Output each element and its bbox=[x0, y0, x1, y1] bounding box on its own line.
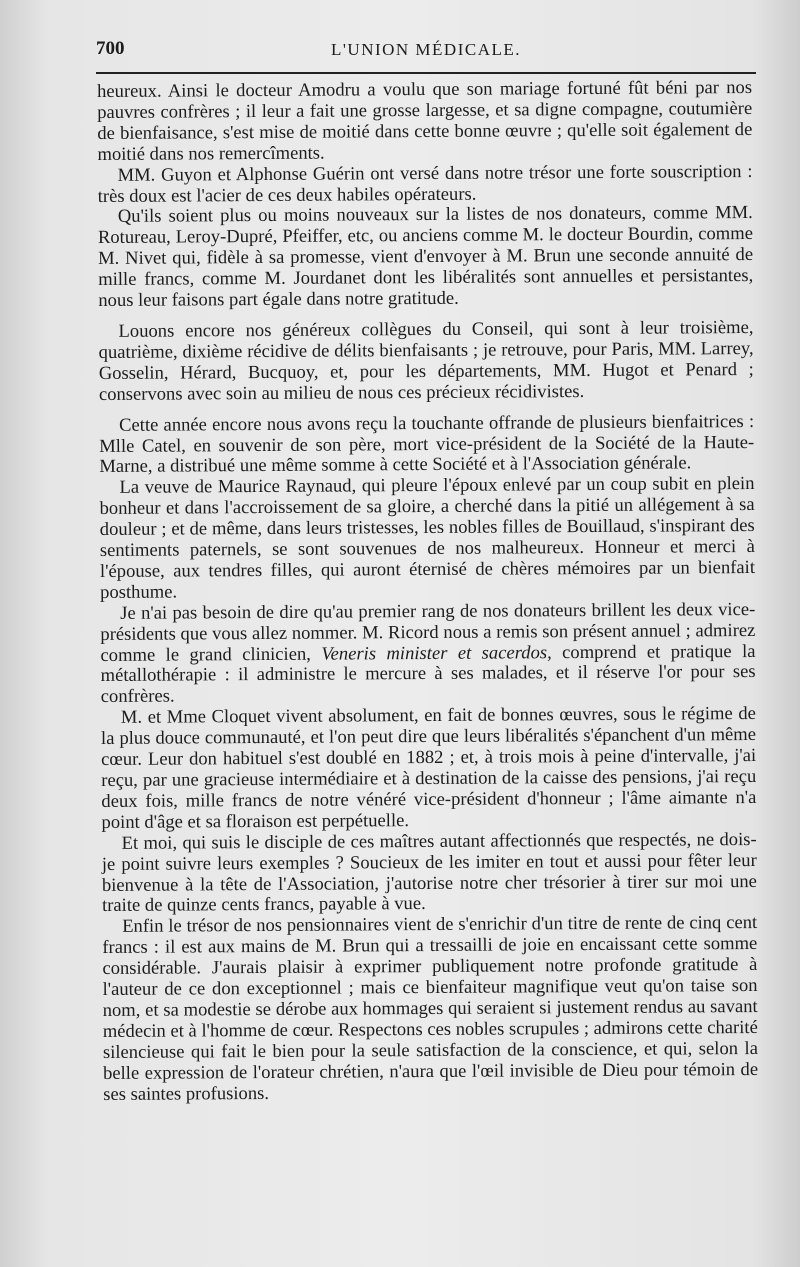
paragraph: Et moi, qui suis le disciple de ces maîtres autant affectionnés que respectés, ne dois-je point suivre leurs exemples ? Soucieux de les imiter en tout et aussi pour fêter leur bienvenue à la tête de l'Association, j'autorise notre cher trésorier à tirer sur moi une traite de quinze cents francs, payable à vue. bbox=[101, 828, 757, 917]
paragraph: Louons encore nos généreux collègues du Conseil, qui sont à leur troisième, quatrième, dixième récidive de délits bienfaisants ; je retrouve, pour Paris, MM. Larrey, Gosselin, Hérard, Bucquoy, et, pour les départements, MM. Hugot et Penard ; conservons avec soin au milieu de nous ces précieux récidivistes. bbox=[98, 316, 754, 405]
header-rule bbox=[96, 72, 756, 74]
paragraph-text: comprend et pratique la métallothérapie : il administre le mercure à ses malades, et il réserve l'or pour ses confrères. bbox=[100, 640, 756, 708]
page-header bbox=[96, 38, 756, 66]
paragraph-text: Je n'ai pas besoin de dire qu'au premier rang de nos donateurs brillent les deux vice-présidents que vous allez nommer. M. Ricord nous a remis son présent annuel ; admirez comme le grand clinicien, bbox=[100, 598, 756, 666]
paragraph: Enfin le trésor de nos pensionnaires vient de s'enrichir d'un titre de rente de cinq cent francs : il est aux mains de M. Brun qui a tressailli de joie en encaissant cette somme considérable. J'aurais plaisir à exprimer publiquement notre profonde gratitude à l'auteur de ce don exceptionnel ; mais ce bienfaiteur magnifique veut qu'on taise son nom, et sa modestie se dérobe aux hommages qui seraient si justement rendus au savant médecin et à l'homme de cœur. Respectons ces nobles scrupules ; admirons cette charité silencieuse qui fait le bien pour la seule satisfaction de la conscience, et qui, selon la belle expression de l'orateur chrétien, n'aura que l'œil invisible de Dieu pour témoin de ses saintes profusions. bbox=[102, 912, 759, 1105]
paragraph: Cette année encore nous avons reçu la touchante offrande de plusieurs bienfaitrices : Mlle Catel, en souvenir de son père, mort vice-président de la Société de la Haute-Marne, a distribué une même somme à cette Société et à l'Association générale. bbox=[99, 410, 755, 478]
article-body bbox=[97, 78, 758, 1105]
paragraph: La veuve de Maurice Raynaud, qui pleure l'époux enlevé par un coup subit en plein bonheur et dans l'accroissement de sa gloire, a cherché dans la pitié un allégement à sa douleur ; et de même, dans leurs tristesses, les nobles filles de Bouillaud, s'inspirant des sentiments paternels, se sont souvenues de nos malheureux. Honneur et merci à l'épouse, aux tendres filles, qui auront éternisé de chères mémoires par un bienfait posthume. bbox=[99, 473, 756, 603]
paragraph: Qu'ils soient plus ou moins nouveaux sur la listes de nos donateurs, comme MM. Rotureau, Leroy-Dupré, Pfeiffer, etc, ou anciens comme M. le docteur Bourdin, comme M. Nivet qui, fidèle à sa promesse, vient d'envoyer à M. Brun une seconde annuité de mille francs, comme M. Jourdanet dont les libéralités sont annuelles et persistantes, nous leur faisons part égale dans notre gratitude. bbox=[97, 202, 754, 312]
paragraph: M. et Mme Cloquet vivent absolument, en fait de bonnes œuvres, sous le régime de la plus douce communauté, et l'on peut dire que leurs libéralités s'épanchent d'un même cœur. Leur don habituel s'est doublé en 1882 ; et, à trois mois à peine d'intervalle, j'ai reçu, par une gracieuse intermédiaire et à destination de la caisse des pensions, j'ai reçu deux fois, mille francs de notre vénéré vice-président d'honneur ; l'âme aimante n'a point d'âge et sa floraison est perpétuelle. bbox=[100, 703, 757, 833]
running-title: L'UNION MÉDICALE. bbox=[330, 40, 522, 59]
paragraph: heureux. Ainsi le docteur Amodru a voulu que son mariage fortuné fût béni par nos pauvres confrères ; il leur a fait une grosse largesse, et sa digne compagne, coutumière de bienfaisance, s'est mise de moitié dans cette bonne œuvre ; qu'elle soit également de moitié dans nos remercîments. bbox=[96, 76, 753, 165]
paragraph: MM. Guyon et Alphonse Guérin ont versé dans notre trésor une forte souscription : très doux est l'acier de ces deux habiles opérateurs. bbox=[97, 160, 753, 207]
page-number: 700 bbox=[96, 38, 125, 59]
latin-quote: Veneris minister et sacerdos, bbox=[321, 641, 552, 665]
paragraph bbox=[100, 600, 756, 709]
